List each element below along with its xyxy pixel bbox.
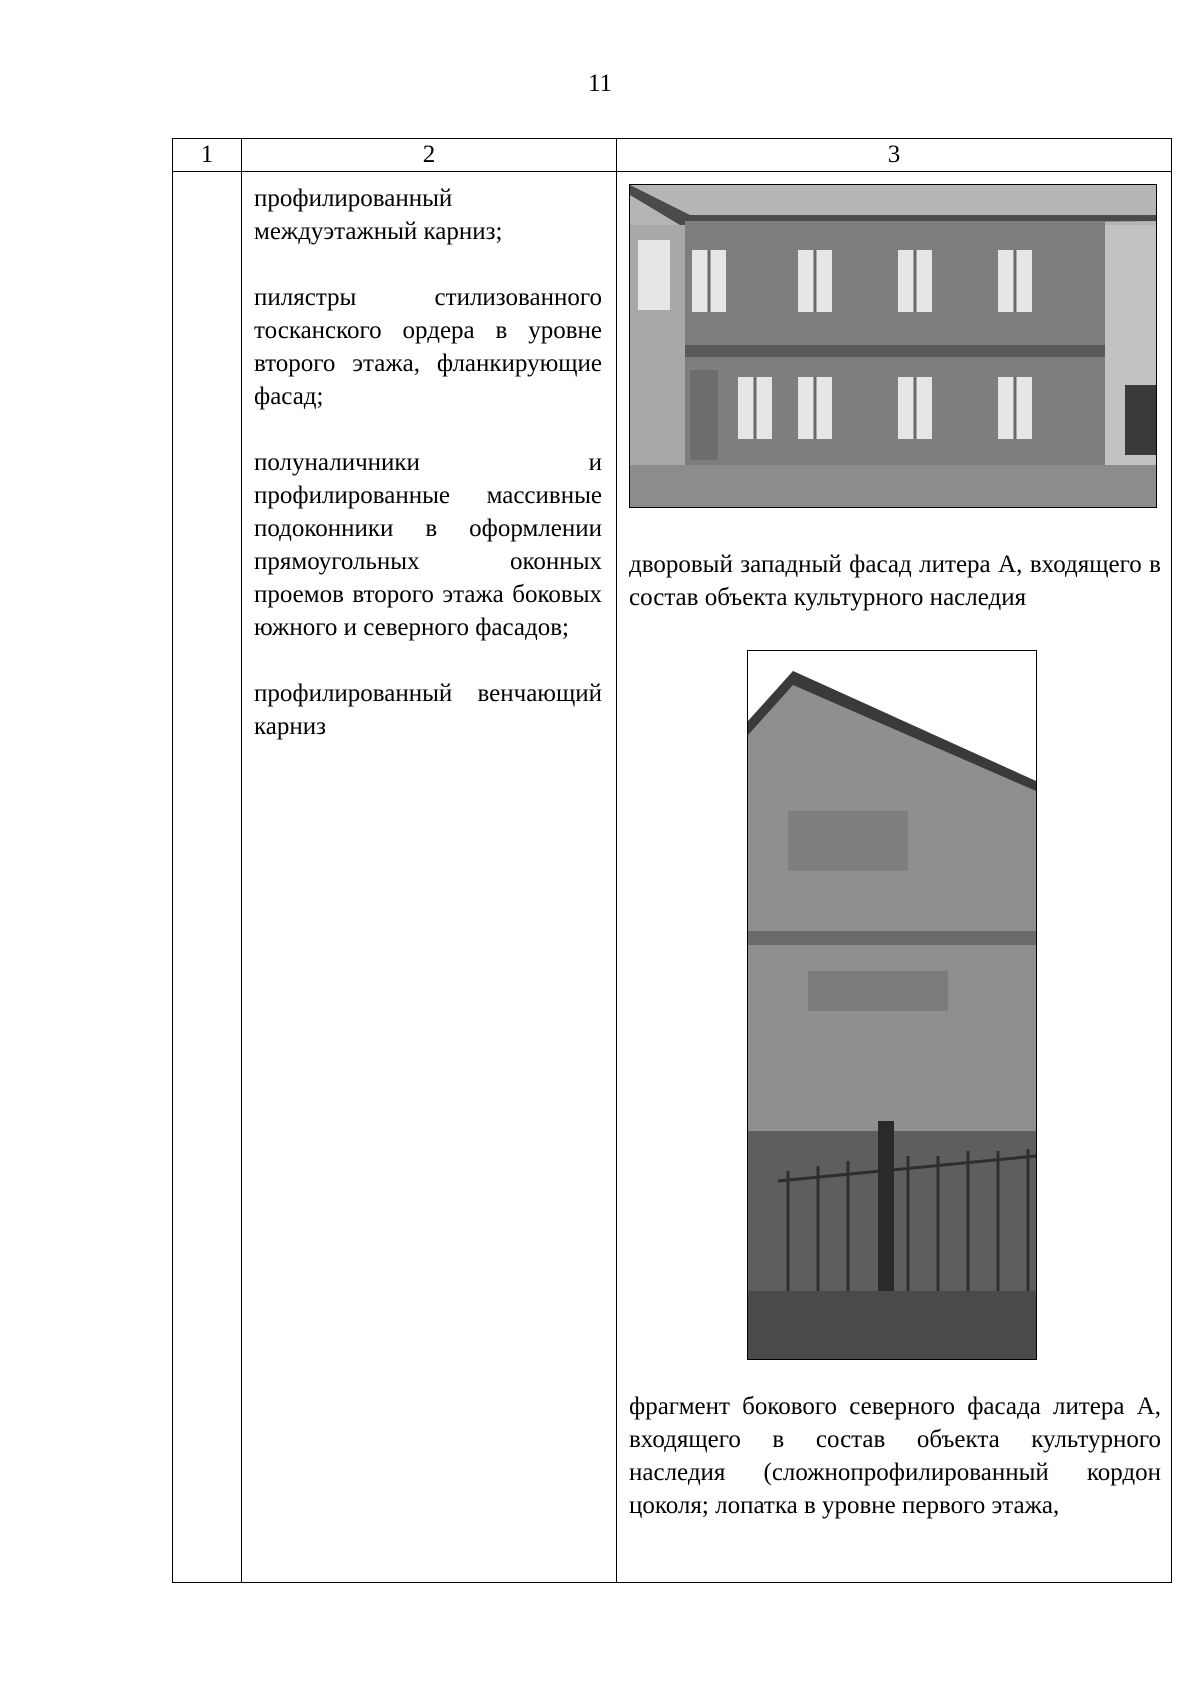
- element-paragraph-sills: полуналичники и профилированные массивные подоконники в оформлении прямоугольных оконных проемов второго этажа боковых южного и северного фасадов;: [254, 449, 602, 641]
- document-table: [172, 138, 1172, 1583]
- north-facade-fragment-photo: [747, 650, 1037, 1360]
- west-facade-photo: [629, 184, 1157, 508]
- header-col-3: 3: [617, 139, 1172, 172]
- north-facade-caption: фрагмент бокового северного фасада литера А, входящего в состав объекта культурного наследия (сложнопрофилированный кордон цоколя; лопатка в уровне первого этажа,: [629, 1393, 1161, 1519]
- page-number: 11: [587, 70, 613, 97]
- element-paragraph-cornice: профилированный междуэтажный карниз;: [254, 185, 503, 245]
- element-paragraph-pilasters: пилястры стилизованного тосканского ордера в уровне второго этажа, фланкирующие фасад;: [254, 284, 602, 410]
- table-row: [173, 172, 1172, 1583]
- element-paragraph-crown-cornice: профилированный венчающий карниз: [254, 680, 602, 740]
- col-3-cell: [617, 172, 1172, 1583]
- west-facade-caption: дворовый западный фасад литера А, входящего в состав объекта культурного наследия: [629, 551, 1161, 611]
- header-col-2: 2: [242, 139, 617, 172]
- col-2-cell: [242, 172, 617, 1583]
- col-1-cell: [173, 172, 242, 1583]
- table-header-row: [173, 139, 1172, 172]
- header-col-1: 1: [173, 139, 242, 172]
